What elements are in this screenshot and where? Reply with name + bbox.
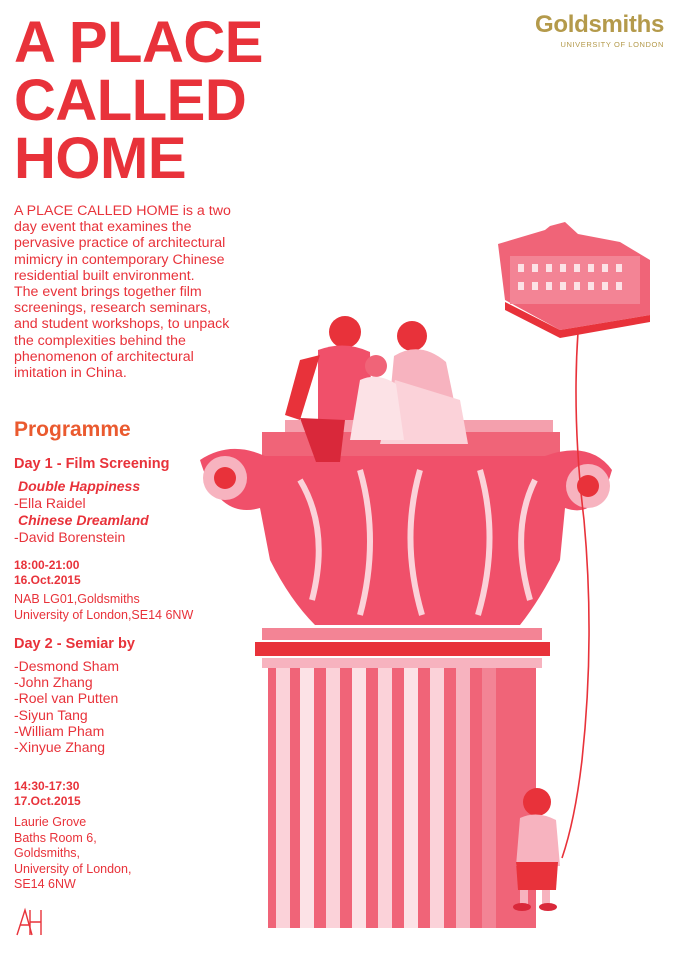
intro-line: The event brings together film bbox=[14, 284, 202, 301]
day2-heading: Day 2 - Semiar by bbox=[14, 636, 135, 652]
intro-line: residential built environment. bbox=[14, 267, 195, 284]
intro-line: phenomenon of architectural bbox=[14, 348, 194, 365]
speaker-item: -Siyun Tang bbox=[14, 706, 88, 723]
venue-line: Baths Room 6, bbox=[14, 830, 97, 845]
intro-line: A PLACE CALLED HOME is a two bbox=[14, 203, 231, 219]
day2-date: 17.Oct.2015 bbox=[14, 794, 81, 808]
speaker-item: -Roel van Putten bbox=[14, 690, 119, 707]
balloon-string bbox=[562, 332, 589, 858]
intro-line: imitation in China. bbox=[14, 365, 127, 382]
film-director: -Ella Raidel bbox=[14, 495, 86, 511]
column-shaft bbox=[268, 668, 536, 928]
title-line: CALLED bbox=[14, 68, 247, 133]
intro-paragraph bbox=[14, 203, 250, 381]
day1-date: 16.Oct.2015 bbox=[14, 573, 81, 587]
logo-subtitle: UNIVERSITY OF LONDON bbox=[560, 40, 664, 49]
film-list bbox=[14, 478, 149, 546]
monogram-logo-icon bbox=[14, 907, 44, 937]
venue-line: SE14 6NW bbox=[14, 877, 76, 891]
venue-line: University of London, bbox=[14, 861, 132, 876]
venue-line: NAB LG01,Goldsmiths bbox=[14, 592, 140, 606]
intro-line: and student workshops, to unpack bbox=[14, 316, 230, 333]
corinthian-capital bbox=[200, 420, 612, 668]
speaker-item: -John Zhang bbox=[14, 674, 93, 691]
film-item bbox=[14, 512, 149, 546]
film-title: Double Happiness bbox=[18, 478, 141, 494]
film-title: Chinese Dreamland bbox=[18, 512, 149, 528]
day1-heading: Day 1 - Film Screening bbox=[14, 456, 170, 472]
title-line: HOME bbox=[14, 126, 186, 191]
day1-time: 18:00-21:00 bbox=[14, 558, 80, 572]
title-line: A PLACE bbox=[14, 10, 263, 75]
intro-line: day event that examines the bbox=[14, 219, 192, 236]
balloon-building bbox=[498, 222, 650, 338]
speaker-item: -Xinyue Zhang bbox=[14, 739, 106, 756]
day2-venue bbox=[14, 815, 131, 893]
goldsmiths-logo bbox=[535, 12, 664, 49]
intro-line: screenings, research seminars, bbox=[14, 300, 212, 317]
poster-title bbox=[14, 10, 263, 191]
film-director: -David Borenstein bbox=[14, 529, 126, 545]
venue-line: University of London,SE14 6NW bbox=[14, 608, 194, 622]
day1-venue bbox=[14, 591, 193, 623]
day2-time: 14:30-17:30 bbox=[14, 779, 80, 793]
venue-line: Goldsmiths, bbox=[14, 846, 80, 860]
film-item bbox=[14, 478, 149, 512]
intro-line: pervasive practice of architectural bbox=[14, 235, 226, 252]
intro-line: mimicry in contemporary Chinese bbox=[14, 251, 225, 268]
day2-time-block bbox=[14, 779, 81, 809]
venue-line: Laurie Grove bbox=[14, 815, 87, 829]
logo-name: Goldsmiths bbox=[534, 11, 664, 38]
speaker-list bbox=[14, 658, 119, 755]
programme-heading: Programme bbox=[14, 418, 131, 441]
day1-time-block bbox=[14, 558, 81, 588]
intro-line: the complexities behind the bbox=[14, 332, 186, 349]
speaker-item: -William Pham bbox=[14, 722, 105, 739]
speaker-item: -Desmond Sham bbox=[14, 658, 120, 674]
